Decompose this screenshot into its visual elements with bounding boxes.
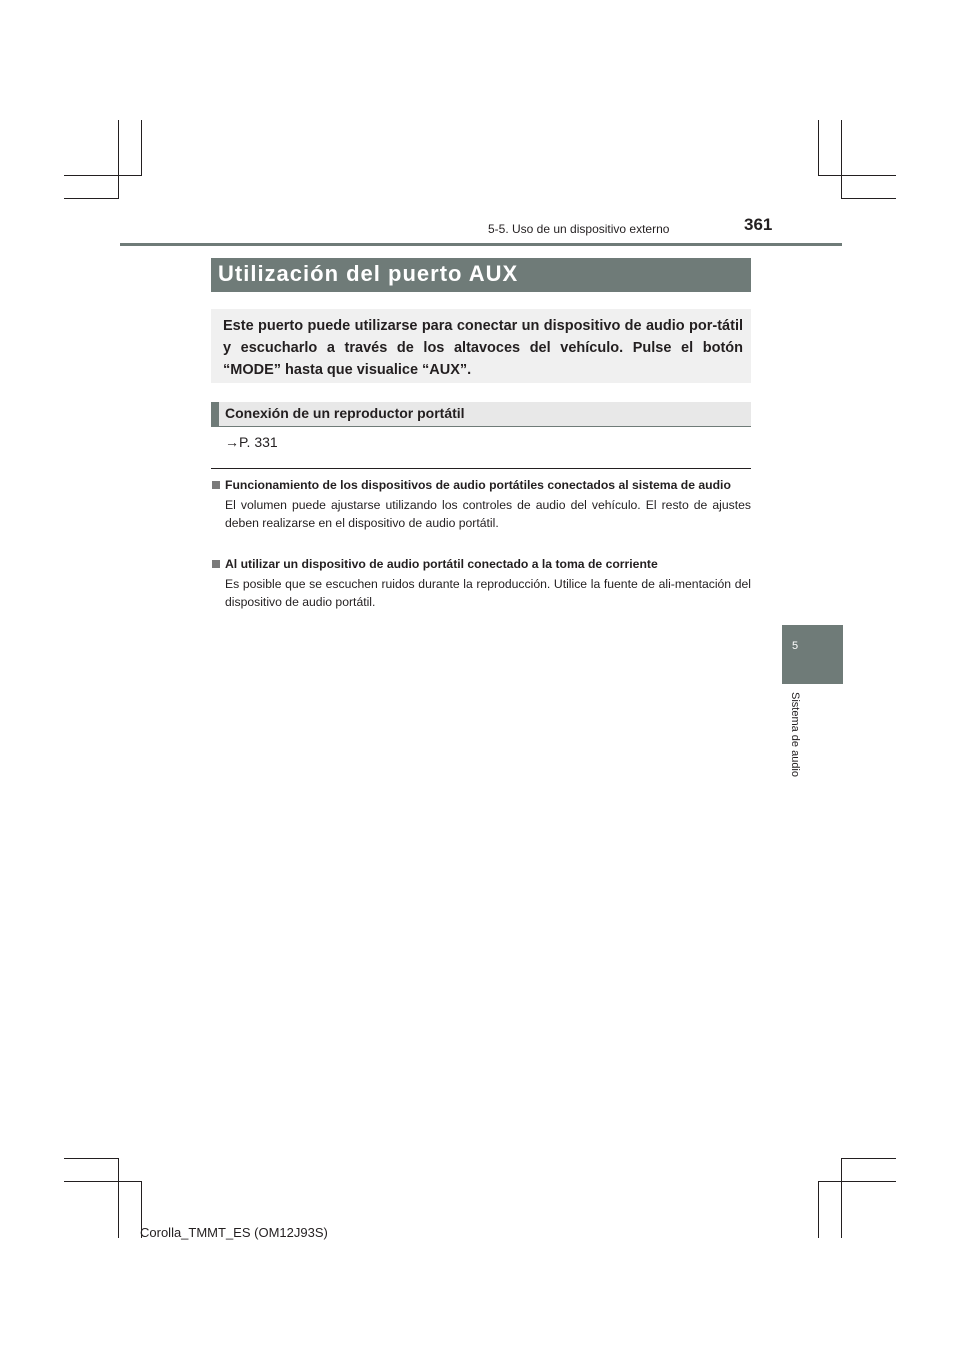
header-rule	[120, 243, 842, 246]
page-number: 361	[744, 215, 773, 234]
crop-mark	[818, 120, 819, 176]
intro-text: Este puerto puede utilizarse para conectar un dispositivo de audio por-tátil y escucharlo a través de los altavoces del vehículo. Pulse el botón “MODE” hasta que visualice “AUX”.	[223, 318, 743, 378]
note-body: El volumen puede ajustarse utilizando los controles de audio del vehículo. El resto de ajustes deben realizarse en el dispositivo de audio portátil.	[225, 498, 751, 530]
note-item	[211, 477, 751, 532]
page-reference: →P. 331	[225, 434, 278, 450]
crop-mark	[818, 1181, 896, 1182]
chapter-tab	[782, 625, 843, 684]
crop-mark	[841, 1158, 842, 1238]
note-heading	[211, 477, 751, 494]
chapter-label: Sistema de audio	[789, 692, 801, 777]
note-item	[211, 556, 751, 611]
crop-mark	[841, 198, 896, 199]
subheading-underline	[211, 426, 751, 427]
crop-mark	[818, 175, 896, 176]
crop-mark	[141, 120, 142, 176]
crop-mark	[118, 1158, 119, 1238]
subheading-accent	[211, 402, 219, 426]
section-label: 5-5. Uso de un dispositivo externo	[488, 222, 670, 236]
chapter-number: 5	[791, 640, 799, 652]
square-bullet-icon	[212, 481, 220, 489]
note-body: Es posible que se escuchen ruidos durante la reproducción. Utilice la fuente de ali-mentación del dispositivo de audio portátil.	[225, 577, 751, 609]
square-bullet-icon	[212, 560, 220, 568]
crop-mark	[818, 1181, 819, 1238]
note-heading-text: Funcionamiento de los dispositivos de audio portátiles conectados al sistema de audio	[225, 478, 731, 492]
footer-code: Corolla_TMMT_ES (OM12J93S)	[140, 1225, 328, 1240]
crop-mark	[64, 198, 119, 199]
crop-mark	[64, 1181, 141, 1182]
note-heading-text: Al utilizar un dispositivo de audio portátil conectado a la toma de corriente	[225, 557, 658, 571]
divider	[211, 468, 751, 469]
subheading: Conexión de un reproductor portátil	[225, 405, 465, 421]
crop-mark	[118, 120, 119, 199]
crop-mark	[64, 1158, 119, 1159]
page-title: Utilización del puerto AUX	[218, 261, 519, 286]
crop-mark	[841, 1158, 896, 1159]
crop-mark	[64, 175, 141, 176]
crop-mark	[841, 120, 842, 199]
note-heading	[211, 556, 751, 573]
